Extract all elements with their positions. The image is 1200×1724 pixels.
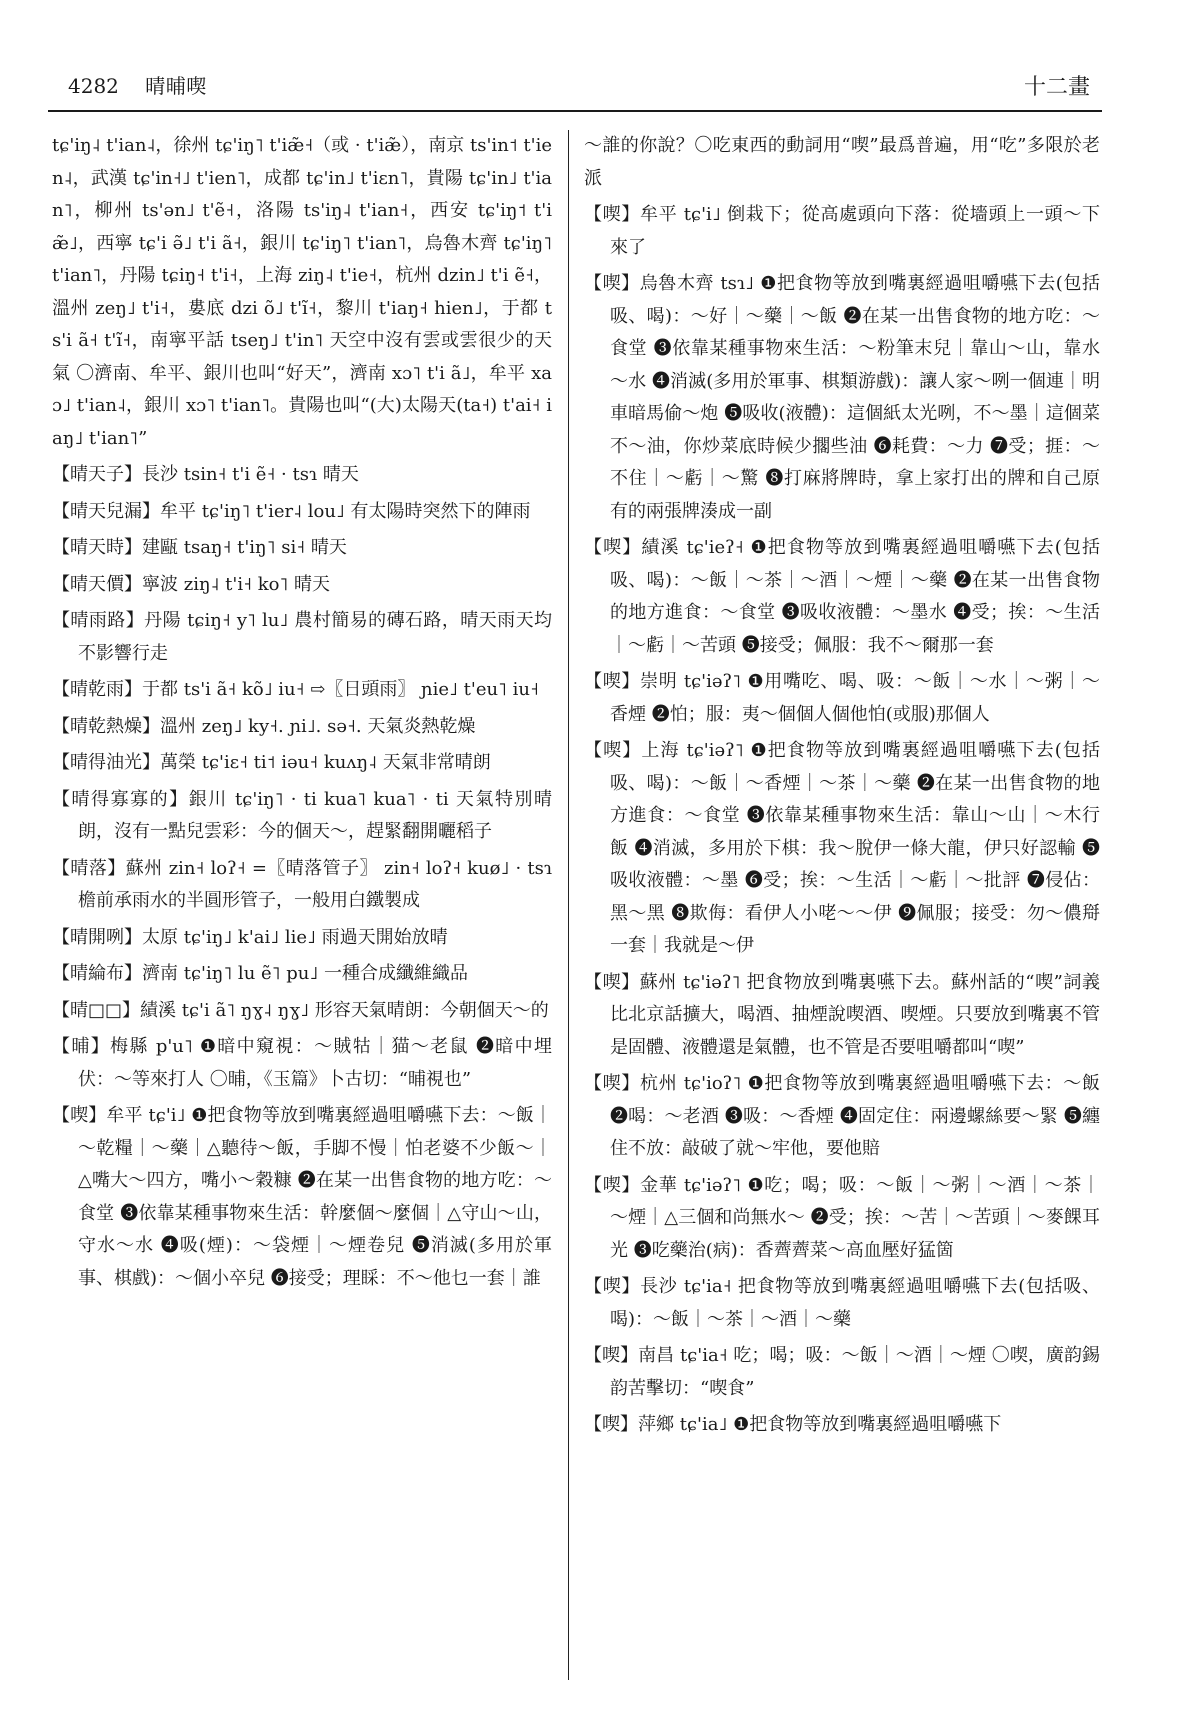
- head-characters: 晴晡喫: [145, 74, 207, 98]
- dictionary-entry: 【喫】杭州 tɕ'ioʔ˥ ❶把食物等放到嘴裏經過咀嚼嚥下去：～飯 ❷喝：～老酒 ❸吸：～香煙 ❹固定住：兩邊螺絲要～緊 ❺纏住不放：敲破了就～牢他，要他賠: [584, 1073, 1100, 1159]
- dictionary-entry: 【喫】牟平 tɕ'i˩ ❶把食物等放到嘴裏經過咀嚼嚥下去：～飯｜～乾糧｜～藥｜△聽待～飯，手脚不慢｜怕老婆不少飯～｜△嘴大～四方，嘴小～穀糠 ❷在某一出售食物的地方吃：～食堂 ❸依靠某種事物來生活：幹麼個～麼個｜△守山～山，守水～水 ❹吸(煙)：～袋煙｜～煙卷兒 ❺消滅(多用於軍事、棋戲)：～個小卒兒 ❻接受；理睬：不～他乜一套｜誰: [52, 1105, 552, 1289]
- header-left: [68, 70, 207, 99]
- page-number: 4282: [68, 74, 119, 98]
- dictionary-entry: 【喫】萍鄉 tɕ'ia˩ ❶把食物等放到嘴裏經過咀嚼嚥下: [584, 1414, 1002, 1435]
- stroke-section: 十二畫: [1023, 75, 1090, 100]
- dictionary-entry: 【晴乾雨】于都 ts'i ã˧ kõ˩ iu˧ ⇨〖日頭雨〗 ɲie˩ t'eu˥ iu˧: [52, 679, 539, 700]
- dictionary-entry: 【晴開咧】太原 tɕ'iŋ˩ k'ai˩ lie˩ 雨過天開始放晴: [52, 926, 448, 948]
- column-divider: [568, 130, 569, 1680]
- dictionary-entry: 【晴天子】長沙 tsin˧ t'i ẽ˧ · tsɿ 晴天: [52, 464, 359, 485]
- dictionary-entry: 【晴綸布】濟南 tɕ'iŋ˥ lu ẽ˥ pu˩ 一種合成纖維織品: [52, 963, 468, 984]
- dictionary-entry: 【喫】上海 tɕ'iəʔ˥ ❶把食物等放到嘴裏經過咀嚼嚥下去(包括吸、喝)：～飯｜～香煙｜～茶｜～藥 ❷在某一出售食物的地方進食：～食堂 ❸依靠某種事物來生活：靠山～山｜～木行飯 ❹消滅，多用於下棋：我～脫伊一條大龍，伊只好認輸 ❺吸收液體：～墨 ❻受；挨：～生活｜～虧｜～批評 ❼侵佔：黑～黑 ❽欺侮：看伊人小咾～～伊 ❾佩服；接受：勿～儂搿一套｜我就是～伊: [584, 740, 1100, 956]
- dictionary-entry: 【晴天價】寧波 ziŋ˨ t'i˧ ko˥ 晴天: [52, 573, 331, 595]
- dictionary-entry: 【晴乾熱燥】溫州 zeŋ˩ ky˧. ɲi˩. sə˧. 天氣炎熱乾燥: [52, 715, 476, 737]
- dictionary-entry: tɕ'iŋ˨ t'ian˨，徐州 tɕ'iŋ˥ t'iæ̃˧（或 · t'iæ̃），南京 ts'in˦ t'ien˨，武漢 tɕ'in˧˩ t'ien˥，成都 tɕ'in˩ t'iɛn˥，貴陽 tɕ'in˩ t'ian˥，柳州 ts'ən˩ t'ẽ˧，洛陽 ts'iŋ˨ t'ian˧，西安 tɕ'iŋ˦ t'iæ̃˩，西寧 tɕ'i ə̃˩ t'i ã˧，銀川 tɕ'iŋ˥ t'ian˥，烏魯木齊 tɕ'iŋ˥ t'ian˥，丹陽 tɕiŋ˧ t'i˧，上海 ziŋ˨ t'ie˧，杭州 dzin˩ t'i ẽ˧，溫州 zeŋ˩ t'i˧，婁底 dzi õ˩ t'ĩ˧，黎川 t'iaŋ˧ hien˩，于都 ts'i ã˧ t'ĩ˧，南寧平話 tseŋ˩ t'in˥ 天空中沒有雲或雲很少的天氣 〇濟南、牟平、銀川也叫“好天”，濟南 xɔ˥ t'i ã˩，牟平 xaɔ˩ t'ian˨，銀川 xɔ˥ t'ian˥。貴陽也叫“(大)太陽天(ta˧) t'ai˧ iaŋ˩ t'ian˥”: [52, 135, 552, 449]
- dictionary-entry: 【喫】崇明 tɕ'iəʔ˥ ❶用嘴吃、喝、吸：～飯｜～水｜～粥｜～香煙 ❷怕；服：夷～個個人個他怕(或服)那個人: [584, 671, 1100, 725]
- dictionary-entry: 【喫】烏魯木齊 tsɿ˩ ❶把食物等放到嘴裏經過咀嚼嚥下去(包括吸、喝)：～好｜～藥｜～飯 ❷在某一出售食物的地方吃：～食堂 ❸依靠某種事物來生活：～粉筆末兒｜靠山～山，靠水～水 ❹消滅(多用於軍事、棋類游戲)：讓人家～咧一個連｜明車暗馬偷～炮 ❺吸收(液體)：這個紙太光咧，不～墨｜這個菜不～油，你炒菜底時候少擱些油 ❻耗費：～力 ❼受；捱：～不住｜～虧｜～驚 ❽打麻將牌時，拿上家打出的牌和自己原有的兩張牌湊成一副: [584, 273, 1100, 522]
- dictionary-entry: 【晴落】蘇州 zin˧ loʔ˧ =〖晴落管子〗 zin˧ loʔ˧ kuø˩ · tsɿ 檐前承雨水的半圓形管子，一般用白鐵製成: [52, 857, 552, 911]
- dictionary-entry: 【晴得寡寡的】銀川 tɕ'iŋ˥ · ti kua˥ kua˥ · ti 天氣特別晴朗，沒有一點兒雲彩：今的個天～，趕緊翻開曬稻子: [52, 788, 552, 842]
- dictionary-entry: 【喫】績溪 tɕ'ieʔ˧ ❶把食物等放到嘴裏經過咀嚼嚥下去(包括吸、喝)：～飯｜～茶｜～酒｜～煙｜～藥 ❷在某一出售食物的地方進食：～食堂 ❸吸收液體：～墨水 ❹受；挨：～生活｜～虧｜～苦頭 ❺接受；佩服：我不～爾那一套: [584, 537, 1100, 656]
- dictionary-entry: 【晴□□】績溪 tɕ'i ã˥ ŋɣ˨ ŋɣ˩ 形容天氣晴朗：今朝個天～的: [52, 999, 549, 1021]
- dictionary-entry: ～誰的你說？〇吃東西的動詞用“喫”最爲普遍，用“吃”多限於老派: [584, 135, 1100, 189]
- dictionary-entry: 【喫】長沙 tɕ'ia˧ 把食物等放到嘴裏經過咀嚼嚥下去(包括吸、喝)：～飯｜～茶｜～酒｜～藥: [584, 1276, 1100, 1330]
- left-column: [52, 130, 552, 1299]
- dictionary-entry: 【晴雨路】丹陽 tɕiŋ˧ y˥ lu˩ 農村簡易的磚石路，晴天雨天均不影響行走: [52, 610, 552, 664]
- page-header: [48, 70, 1102, 112]
- dictionary-entry: 【晴天兒漏】牟平 tɕ'iŋ˥ t'ier˨ lou˩ 有太陽時突然下的陣雨: [52, 500, 531, 522]
- dictionary-entry: 【喫】蘇州 tɕ'iəʔ˥ 把食物放到嘴裏嚥下去。蘇州話的“喫”詞義比北京話擴大，喝酒、抽煙說喫酒、喫煙。只要放到嘴裏不管是固體、液體還是氣體，也不管是否要咀嚼都叫“喫”: [584, 971, 1100, 1058]
- dictionary-entry: 【晴天時】建甌 tsaŋ˧ t'iŋ˥ si˧ 晴天: [52, 537, 347, 558]
- dictionary-entry: 【喫】牟平 tɕ'i˩ 倒栽下；從高處頭向下落：從墻頭上一頭～下來了: [584, 204, 1100, 258]
- dictionary-entry: 【喫】金華 tɕ'iəʔ˥ ❶吃；喝；吸：～飯｜～粥｜～酒｜～茶｜～煙｜△三個和尚無水～ ❷受；挨：～苦｜～苦頭｜～麥餜耳光 ❸吃藥治(病)：香薺薺菜～高血壓好猛箇: [584, 1174, 1100, 1261]
- right-column: [584, 130, 1100, 1446]
- dictionary-entry: 【晴得油光】萬榮 tɕ'iɛ˧ ti˦ iəu˧ kuʌŋ˨ 天氣非常晴朗: [52, 752, 491, 773]
- dictionary-entry: 【晡】梅縣 p'u˥ ❶暗中窺視：～賊牯｜猫～老鼠 ❷暗中埋伏：～等來打人 〇晡，《玉篇》卜古切：“晡視也”: [52, 1036, 552, 1090]
- dictionary-entry: 【喫】南昌 tɕ'ia˧ 吃；喝；吸：～飯｜～酒｜～煙 〇喫，廣韵錫韵苦擊切：“喫食”: [584, 1345, 1100, 1399]
